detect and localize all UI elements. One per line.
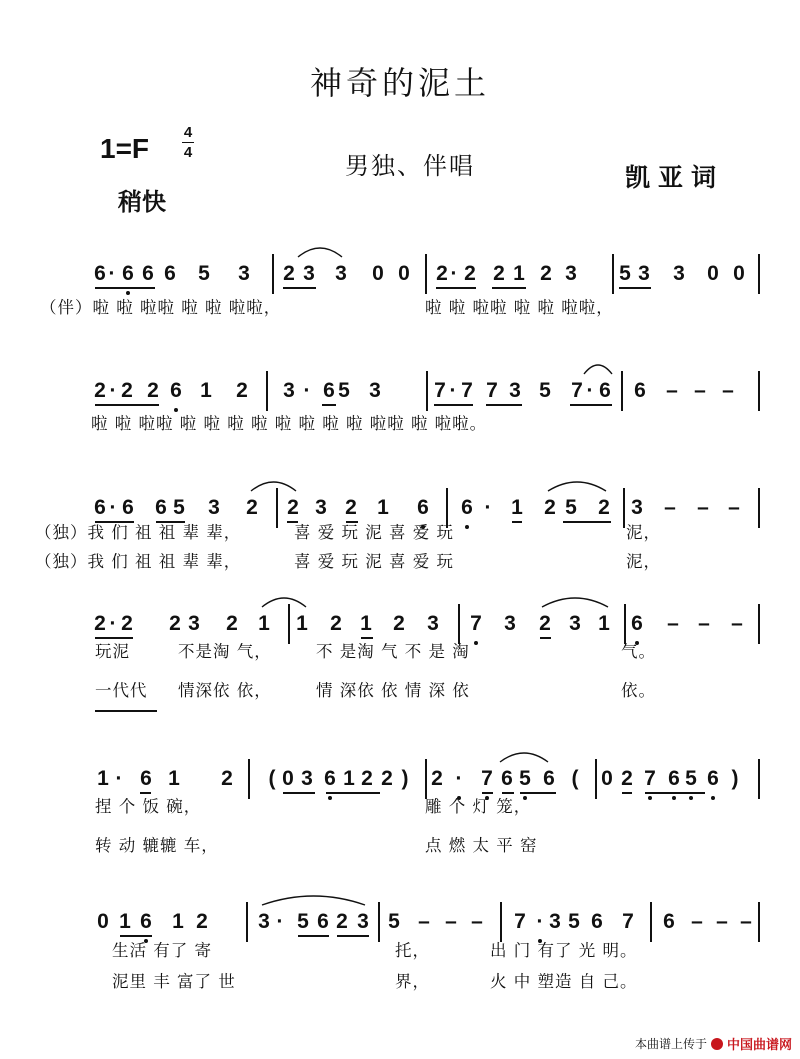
note: 1 <box>360 612 372 635</box>
lyric-line: 一代代 <box>95 681 148 700</box>
note: 3 <box>238 262 250 285</box>
note: 1 <box>97 767 109 790</box>
note: · <box>450 262 458 285</box>
note: 3 <box>427 612 439 635</box>
note: · <box>108 262 116 285</box>
note: 2 <box>436 262 448 285</box>
note: – <box>731 612 743 635</box>
lyric-line: 捏 个 饭 碗， <box>95 797 202 816</box>
note: 3 <box>509 379 521 402</box>
lyric-line: 依。 <box>621 681 656 700</box>
note: 6 <box>122 262 134 285</box>
note: 2 <box>621 767 633 790</box>
note: 3 <box>301 767 313 790</box>
note: – <box>697 496 709 519</box>
lyric-line: 泥里 丰 富了 世 <box>112 972 236 991</box>
note: · <box>586 379 594 402</box>
lyric-line: （独）我 们 祖 祖 辈 辈， <box>35 523 242 542</box>
lyric-line: 不是淘 气， <box>178 642 272 661</box>
lyricist-credit: 凯亚词 <box>625 163 725 192</box>
note: 2 <box>598 496 610 519</box>
lyric-line: 雕 个 灯 笼， <box>425 797 532 816</box>
note: 2 <box>539 612 551 635</box>
note: · <box>109 496 117 519</box>
note: 2 <box>94 612 106 635</box>
lyric-line: （伴）啦 啦 啦啦 啦 啦 啦啦， <box>40 298 282 317</box>
note: 2 <box>540 262 552 285</box>
note: – <box>728 496 740 519</box>
lyric-line: 火 中 塑造 自 己。 <box>490 972 638 991</box>
note: 2 <box>431 767 443 790</box>
slur <box>262 598 306 607</box>
note: 6 <box>140 910 152 933</box>
note: 0 <box>707 262 719 285</box>
note: 6 <box>122 496 134 519</box>
slur <box>548 482 606 491</box>
note: 3 <box>631 496 643 519</box>
slur <box>584 365 612 374</box>
note: 6 <box>140 767 152 790</box>
note: 6 <box>707 767 719 790</box>
note: – <box>666 379 678 402</box>
note: 6 <box>668 767 680 790</box>
note: 1 <box>200 379 212 402</box>
lyric-line: 玩泥 <box>95 642 130 661</box>
lyric-line: 泥， <box>626 552 661 571</box>
note: 5 <box>297 910 309 933</box>
note: 3 <box>673 262 685 285</box>
note: 3 <box>208 496 220 519</box>
note: 2 <box>345 496 357 519</box>
note: 6 <box>94 496 106 519</box>
lyric-line: 情深依 依， <box>178 681 272 700</box>
tempo-marking: 稍快 <box>118 188 166 216</box>
note: 3 <box>569 612 581 635</box>
note: 5 <box>685 767 697 790</box>
note: · <box>484 496 492 519</box>
note: 3 <box>565 262 577 285</box>
note: 3 <box>549 910 561 933</box>
lyric-line: 啦 啦 啦啦 啦 啦 啦啦， <box>425 298 614 317</box>
note: 2 <box>94 379 106 402</box>
note: – <box>722 379 734 402</box>
slur <box>542 598 608 607</box>
note: 2 <box>287 496 299 519</box>
note: 2 <box>196 910 208 933</box>
note: 1 <box>513 262 525 285</box>
note: 7 <box>434 379 446 402</box>
note: 6 <box>663 910 675 933</box>
note: 6 <box>155 496 167 519</box>
note: 6 <box>417 496 429 519</box>
note: 1 <box>258 612 270 635</box>
note: 6 <box>631 612 643 635</box>
note: 2 <box>221 767 233 790</box>
note: · <box>455 767 463 790</box>
note: 2 <box>283 262 295 285</box>
note: · <box>276 910 284 933</box>
lyric-line: 不 是淘 气 不 是 淘 <box>316 642 470 661</box>
lyric-line: 托， <box>395 941 430 960</box>
note: 3 <box>188 612 200 635</box>
note: 1 <box>168 767 180 790</box>
note: · <box>115 767 123 790</box>
note: – <box>418 910 430 933</box>
note: 6 <box>501 767 513 790</box>
note: 7 <box>571 379 583 402</box>
note: 1 <box>377 496 389 519</box>
note: 7 <box>622 910 634 933</box>
note: – <box>691 910 703 933</box>
note: 7 <box>644 767 656 790</box>
note: 6 <box>591 910 603 933</box>
note: 1 <box>172 910 184 933</box>
note: 6 <box>170 379 182 402</box>
note: 1 <box>598 612 610 635</box>
lyric-line: 气。 <box>621 642 656 661</box>
note: 6 <box>599 379 611 402</box>
slur <box>298 248 342 257</box>
note: 7 <box>486 379 498 402</box>
lyric-line: 转 动 辘辘 车， <box>95 836 219 855</box>
note: 2 <box>246 496 258 519</box>
note: 3 <box>357 910 369 933</box>
note: 3 <box>315 496 327 519</box>
note: 5 <box>338 379 350 402</box>
note: – <box>698 612 710 635</box>
note: 5 <box>173 496 185 519</box>
note: 7 <box>514 910 526 933</box>
note: 3 <box>303 262 315 285</box>
note: 2 <box>493 262 505 285</box>
time-signature-numerator: 4 <box>183 124 193 141</box>
note: 5 <box>388 910 400 933</box>
footer-text: 本曲谱上传于 <box>634 1037 707 1051</box>
note: – <box>694 379 706 402</box>
note: – <box>471 910 483 933</box>
note: 0 <box>398 262 410 285</box>
note: ) <box>731 767 739 790</box>
note: 2 <box>381 767 393 790</box>
note: · <box>536 910 544 933</box>
lyric-line: 情 深依 依 情 深 依 <box>316 681 470 700</box>
performance-form: 男独、伴唱 <box>345 152 475 180</box>
slur <box>500 753 548 762</box>
note: · <box>449 379 457 402</box>
note: 7 <box>481 767 493 790</box>
note: 6 <box>543 767 555 790</box>
note: 2 <box>336 910 348 933</box>
note: 1 <box>119 910 131 933</box>
note: 3 <box>504 612 516 635</box>
note: – <box>667 612 679 635</box>
note: ( <box>571 767 579 790</box>
note: 2 <box>330 612 342 635</box>
note: 2 <box>361 767 373 790</box>
slur <box>262 896 365 905</box>
note: 7 <box>461 379 473 402</box>
note: – <box>740 910 752 933</box>
note: – <box>716 910 728 933</box>
lyric-line: 点 燃 太 平 窑 <box>425 836 538 855</box>
note: 6 <box>94 262 106 285</box>
note: 2 <box>121 612 133 635</box>
lyric-line: 生活 有了 寄 <box>112 941 212 960</box>
lyric-line: 喜 爱 玩 泥 喜 爱 玩 <box>294 552 454 571</box>
note: 6 <box>164 262 176 285</box>
note: 0 <box>282 767 294 790</box>
note: 6 <box>634 379 646 402</box>
note: 2 <box>226 612 238 635</box>
note: 0 <box>97 910 109 933</box>
note: · <box>109 379 117 402</box>
note: 2 <box>544 496 556 519</box>
note: 5 <box>519 767 531 790</box>
site-logo-text: 中国曲谱网 <box>726 1038 792 1053</box>
note: ) <box>401 767 409 790</box>
note: · <box>109 612 117 635</box>
lyric-line: 泥， <box>626 523 661 542</box>
lyric-line: （独）我 们 祖 祖 辈 辈， <box>35 552 242 571</box>
lyric-line: 喜 爱 玩 泥 喜 爱 玩 <box>294 523 454 542</box>
note: 5 <box>198 262 210 285</box>
note: 2 <box>464 262 476 285</box>
lyric-line: 界， <box>395 972 430 991</box>
note: 3 <box>335 262 347 285</box>
note: 2 <box>393 612 405 635</box>
note: – <box>445 910 457 933</box>
note: 0 <box>733 262 745 285</box>
note: 2 <box>147 379 159 402</box>
note: 0 <box>372 262 384 285</box>
slur <box>251 482 296 491</box>
note: – <box>664 496 676 519</box>
note: 6 <box>323 379 335 402</box>
key-signature: 1=F <box>100 133 150 164</box>
note: 1 <box>511 496 523 519</box>
note: 7 <box>470 612 482 635</box>
note: 3 <box>369 379 381 402</box>
time-signature-denominator: 4 <box>183 144 193 161</box>
lyric-line: 出 门 有了 光 明。 <box>490 941 638 960</box>
note: 1 <box>296 612 308 635</box>
note: 5 <box>568 910 580 933</box>
note: 3 <box>258 910 270 933</box>
note: 2 <box>169 612 181 635</box>
note: 2 <box>236 379 248 402</box>
note: 6 <box>324 767 336 790</box>
note: 2 <box>121 379 133 402</box>
note: 3 <box>283 379 295 402</box>
note: 5 <box>539 379 551 402</box>
lyric-line: 啦 啦 啦啦 啦 啦 啦 啦 啦 啦 啦 啦 啦啦 啦 啦啦。 <box>91 414 488 433</box>
note: 5 <box>565 496 577 519</box>
note: ( <box>268 767 276 790</box>
note: 1 <box>343 767 355 790</box>
note: 6 <box>142 262 154 285</box>
note: · <box>303 379 311 402</box>
note: 0 <box>601 767 613 790</box>
note: 3 <box>638 262 650 285</box>
note: 5 <box>619 262 631 285</box>
note: 6 <box>461 496 473 519</box>
note: 6 <box>317 910 329 933</box>
song-title: 神奇的泥土 <box>309 64 490 102</box>
